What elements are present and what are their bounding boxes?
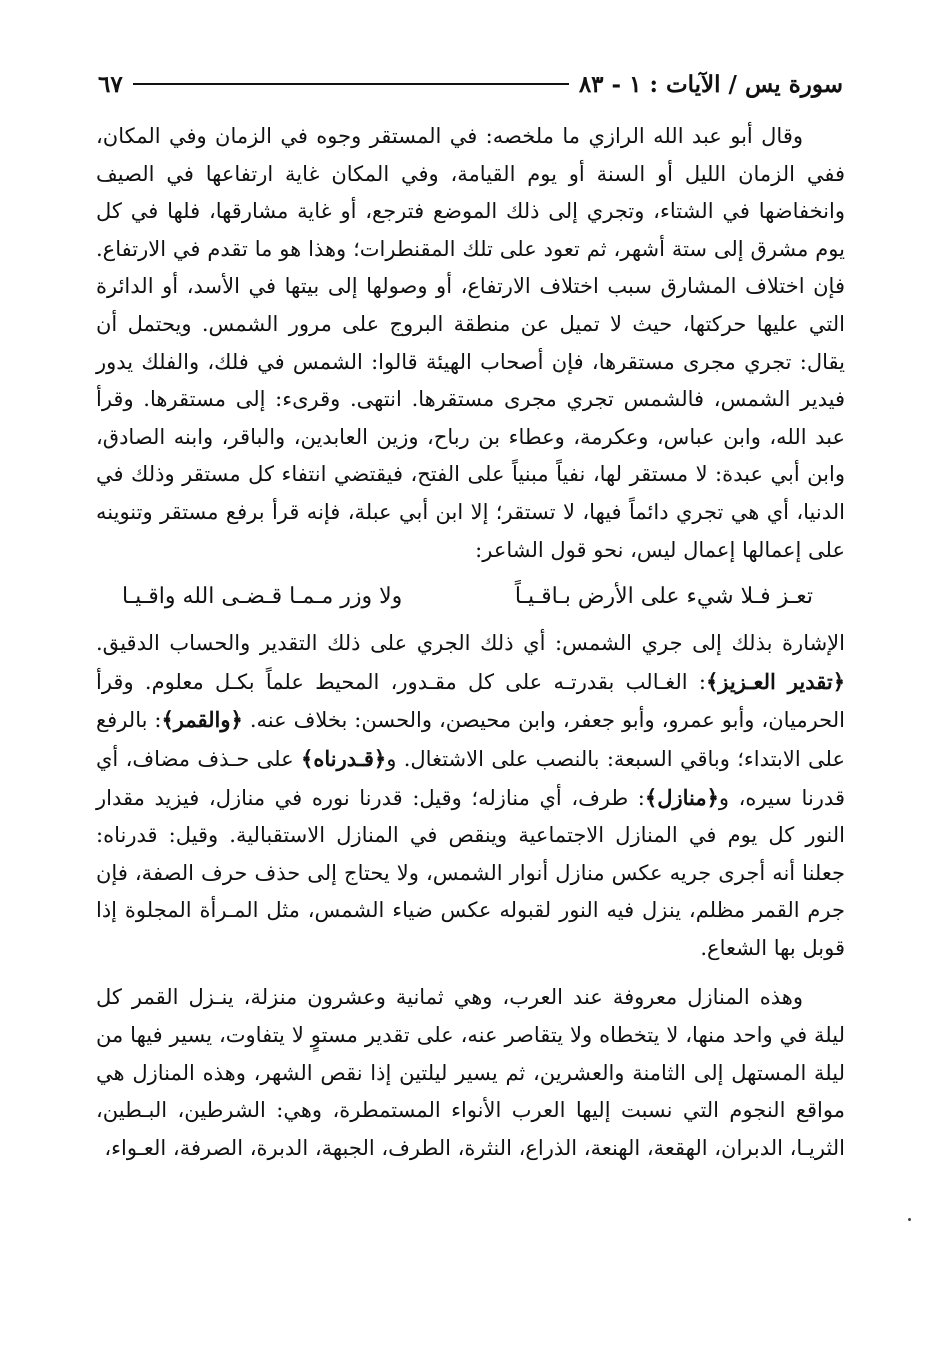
paragraph-taqdir xyxy=(96,625,845,967)
quran-term-aziz: ﴿تقدير العـزيز﴾ xyxy=(706,668,845,694)
text-segment: : طرف، أي منازله؛ وقيل: قدرنا نوره في منازل، فيزيد مقدار النور كل يوم في المنازل الاجتماعية وينقص في المنازل الاستقبالية. وقيل: قدرناه: جعلنا أنه أجرى جريه عكس منازل أنوار الشمس، ولا يحتاج إلى حذف حرف الصفة، فإن جرم القمر مظلم، ينزل فيه النور لقبوله عكس ضياء الشمس، مثل المـرأة المجلوة إذا قوبل بها الشعاع. xyxy=(96,785,845,960)
surah-title: سورة يس / الآيات : ١ - ٨٣ xyxy=(578,70,843,98)
text-segment: على حـذف مضاف، أي قدرنا سيره، و xyxy=(96,746,845,810)
text-segment: الإشارة بذلك إلى جري الشمس: أي ذلك الجري على ذلك التقدير والحساب الدقيق. xyxy=(96,631,845,656)
poetry-verse xyxy=(122,575,813,619)
paragraph-manazil: وهذه المنازل معروفة عند العرب، وهي ثمانية وعشرون منزلة، ينـزل القمر كل ليلة في واحد منها، لا يتخطاه ولا يتقاصر عنه، على تقدير مستوٍ لا يتفاوت، يسير فيها من ليلة المستهل إلى الثامنة والعشرين، ثم يسير ليلتين إذا نقص الشهر، وهذه المنازل هي مواقع النجوم التي نسبت إليها العرب الأنواء المستمطرة، وهي: الشرطين، البـطين، الثريـا، الدبران، الهقعة، الهنعة، الذراع، النثرة، الطرف، الجبهة، الدبرة، الصرفة، العـواء، xyxy=(96,985,845,1160)
text-segment: : بالرفع على الابتداء؛ وباقي السبعة: بالنصب على الاشتغال. و xyxy=(96,708,845,771)
running-header xyxy=(98,66,843,102)
header-rule xyxy=(133,83,569,85)
quran-term-manazil: ﴿منازل﴾ xyxy=(644,784,719,810)
quran-term-qamar: ﴿والقمر﴾ xyxy=(161,707,243,733)
page-number: ٦٧ xyxy=(98,70,123,98)
text-segment: : الغـالب بقدرتـه على كل مقـدور، المحيط علماً بكـل معلوم. وقرأ الحرميان، وأبو عمرو، وأبو جعفر، وابن محيصن، والحسن: بخلاف عنه. xyxy=(96,669,845,733)
body-text xyxy=(96,118,845,1167)
scan-speck xyxy=(908,1218,911,1221)
verse-second-hemistich: ولا وزر مـمـا قـضـى الله واقـيـا xyxy=(122,584,403,610)
verse-first-hemistich: تعـز فـلا شيء على الأرض بـاقـيـاً xyxy=(514,584,813,610)
quran-term-qaddarnah: ﴿قـدرناه﴾ xyxy=(301,745,387,771)
paragraph-razi: وقال أبو عبد الله الرازي ما ملخصه: في المستقر وجوه في الزمان وفي المكان، ففي الزمان الليل أو السنة أو يوم القيامة، وفي المكان غاية ارتفاعها في الصيف وانخفاضها في الشتاء، وتجري إلى ذلك الموضع فترجع، أو غاية مشارقها، فلها في كل يوم مشرق إلى ستة أشهر، ثم تعود على تلك المقنطرات؛ وهذا هو ما تقدم في الارتفاع. فإن اختلاف المشارق سبب اختلاف الارتفاع، أو وصولها إلى بيتها في الأسد، أو الدائرة التي عليها حركتها، حيث لا تميل عن منطقة البروج على مرور الشمس. ويحتمل أن يقال: تجري مجرى مستقرها، فإن أصحاب الهيئة قالوا: الشمس في فلك، والفلك يدور فيدير الشمس، فالشمس تجري مجرى مستقرها. انتهى. وقرىء: إلى مستقرها. وقرأ عبد الله، وابن عباس، وعكرمة، وعطاء بن رباح، وزين العابدين، والباقر، وابنه الصادق، وابن أبي عبدة: لا مستقر لها، نفياً مبنياً على الفتح، فيقتضي انتفاء كل مستقر وذلك في الدنيا، أي هي تجري دائماً فيها، لا تستقر؛ إلا ابن أبي عبلة، فإنه قرأ برفع مستقر وتنوينه على إعمالها إعمال ليس، نحو قول الشاعر: xyxy=(96,124,845,562)
